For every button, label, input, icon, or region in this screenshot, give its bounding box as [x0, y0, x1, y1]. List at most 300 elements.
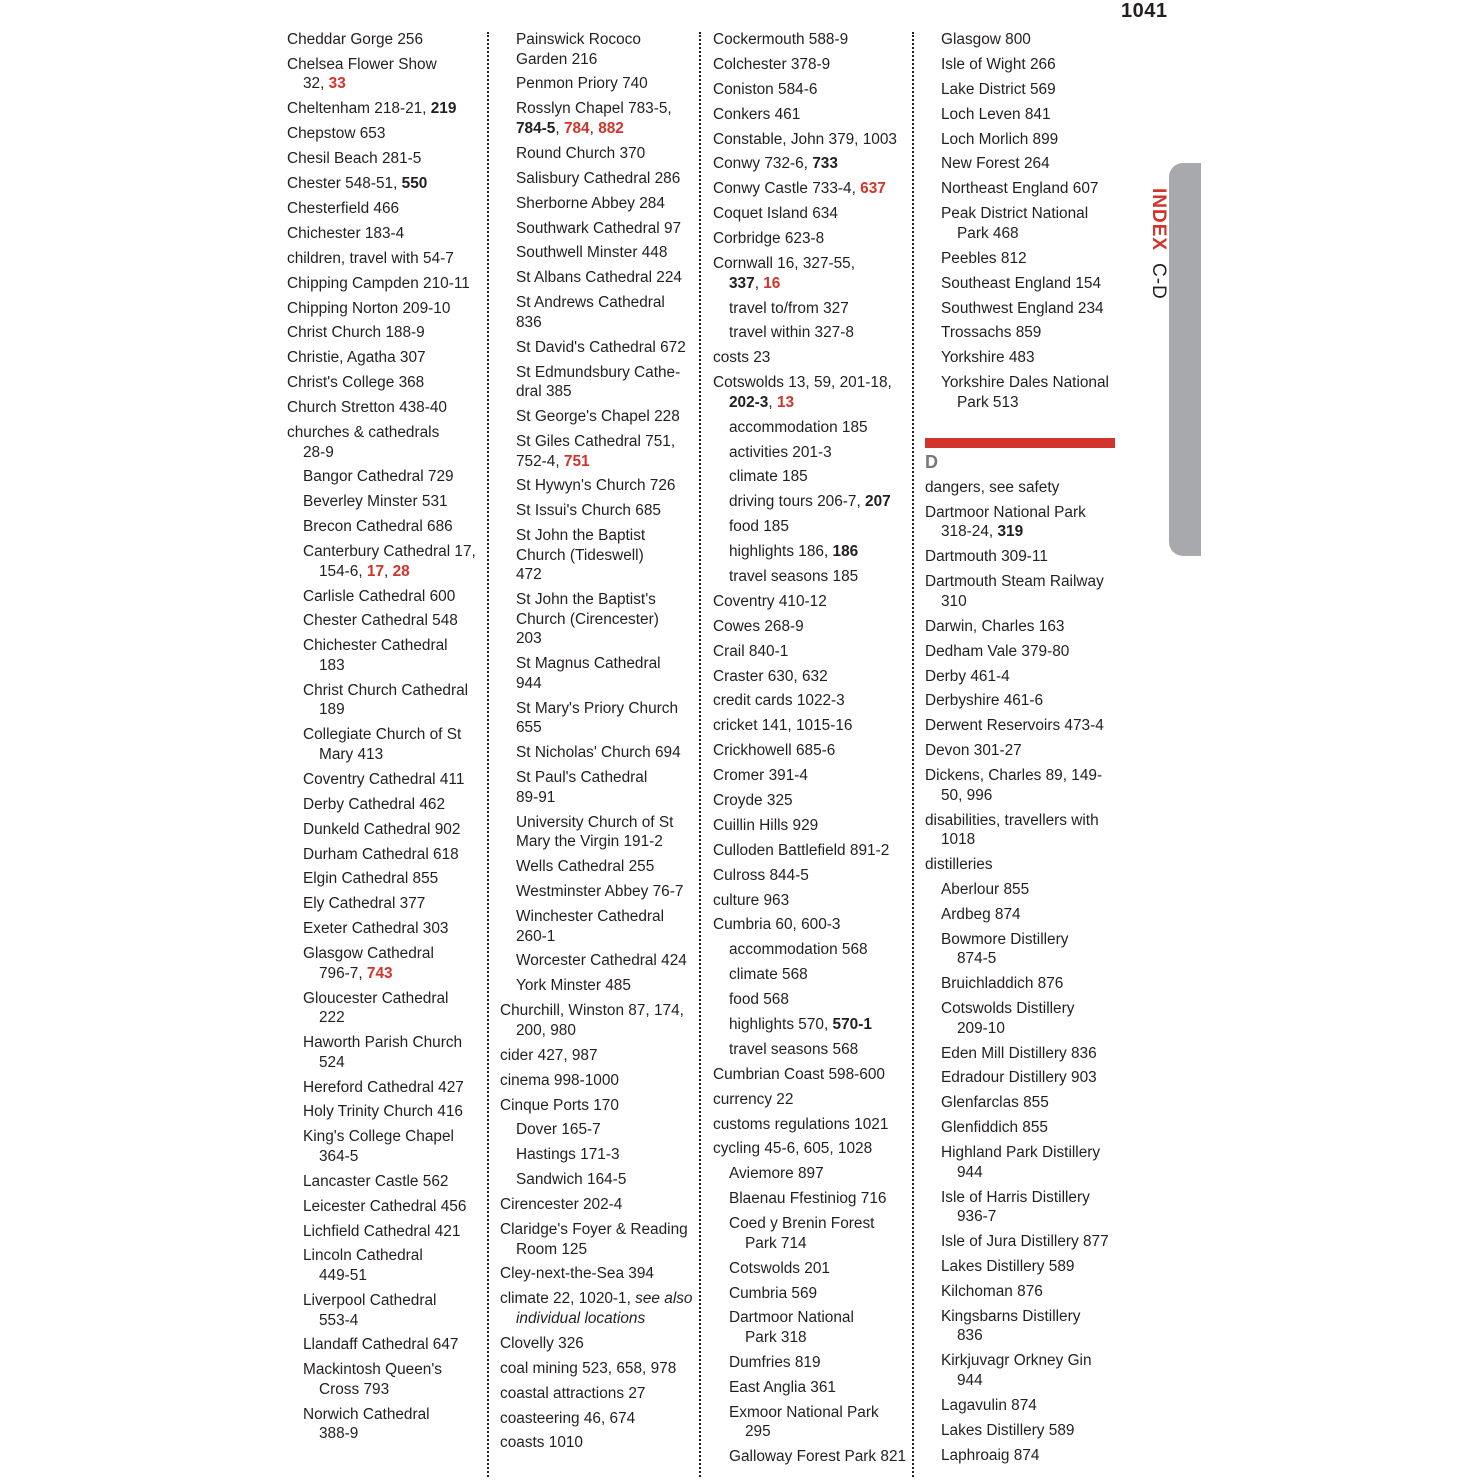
index-entry: [713, 1189, 905, 1209]
index-entry: [925, 547, 1120, 567]
index-entry: [287, 323, 477, 343]
entry-text: coasteering 46, 674: [500, 1409, 636, 1427]
entry-text: Cockermouth 588-9: [713, 31, 849, 48]
section-letter-heading: D: [925, 452, 938, 472]
entry-text: Norwich Cathedral: [303, 1405, 430, 1423]
entry-text: Glasgow Cathedral: [303, 945, 434, 963]
index-entry: [925, 130, 1120, 150]
entry-text: highlights 570,: [729, 1016, 833, 1034]
index-entry: [287, 919, 477, 939]
entry-text: children, travel with 54-7: [287, 249, 454, 267]
entry-text: Hastings 171-3: [516, 1146, 620, 1164]
entry-text: ,: [555, 119, 564, 137]
entry-text: Cheltenham 218-21,: [287, 100, 431, 118]
entry-text: Peak District National: [941, 205, 1089, 223]
index-entry: [287, 989, 477, 1009]
bold-page-ref: 319: [997, 523, 1024, 541]
index-entry: [925, 999, 1120, 1019]
index-entry: [500, 1001, 695, 1021]
entry-text: Mary the Virgin 191-2: [516, 833, 663, 851]
index-entry: [925, 1207, 1120, 1227]
column-divider: [487, 32, 489, 1477]
index-entry: [500, 1021, 695, 1041]
index-entry: [713, 1308, 905, 1328]
index-entry: [287, 1078, 477, 1098]
index-entry: [287, 1008, 477, 1028]
index-entry: [287, 492, 477, 512]
entry-text: 295: [745, 1423, 771, 1441]
index-entry: [925, 1093, 1120, 1113]
entry-text: 388-9: [319, 1425, 359, 1443]
entry-text: Cley-next-the-Sea 394: [500, 1265, 654, 1283]
index-entry: [287, 1266, 477, 1286]
entry-text: Chesil Beach 281-5: [287, 150, 422, 168]
bold-page-ref: 207: [865, 493, 891, 511]
index-entry: [925, 905, 1120, 925]
entry-text: Brecon Cathedral 686: [303, 518, 453, 536]
index-entry: [287, 30, 477, 50]
entry-text: Park 714: [745, 1234, 807, 1252]
index-entry: [925, 766, 1120, 786]
entry-text: Painswick Rococo: [516, 31, 641, 48]
index-entry: [713, 642, 905, 662]
entry-text: Dartmoor National Park: [925, 503, 1086, 521]
entry-text: Kingsbarns Distillery: [941, 1307, 1081, 1325]
index-entry: [925, 786, 1120, 806]
index-entry: [500, 1096, 695, 1116]
entry-text: 310: [941, 592, 967, 610]
index-entry: [713, 965, 905, 985]
index-entry: [500, 452, 695, 472]
index-entry: [925, 716, 1120, 736]
index-entry: [500, 50, 695, 70]
entry-text: Lakes Distillery 589: [941, 1258, 1075, 1276]
entry-text: 260-1: [516, 927, 556, 945]
entry-text: East Anglia 361: [729, 1378, 836, 1396]
index-entry: [713, 1422, 905, 1442]
index-entry: [925, 299, 1120, 319]
index-entry: [925, 373, 1120, 393]
index-entry: [287, 587, 477, 607]
index-entry: [713, 592, 905, 612]
entry-text: climate 568: [729, 966, 808, 984]
index-entry: [713, 1259, 905, 1279]
entry-text: Devon 301-27: [925, 742, 1022, 760]
index-entry: [500, 788, 695, 808]
index-entry: [713, 1115, 905, 1135]
index-entry: [500, 219, 695, 239]
index-entry: [500, 882, 695, 902]
entry-text: Ely Cathedral 377: [303, 895, 426, 913]
entry-text: Garden 216: [516, 50, 598, 68]
entry-text: St Giles Cathedral 751,: [516, 432, 676, 450]
index-entry: [925, 1421, 1120, 1441]
index-entry: [500, 501, 695, 521]
index-tab-word: INDEX: [1148, 188, 1169, 252]
index-entry: [925, 1068, 1120, 1088]
index-entry: [500, 382, 695, 402]
index-entry: [713, 443, 905, 463]
index-entry: [925, 930, 1120, 950]
entry-text: coal mining 523, 658, 978: [500, 1359, 677, 1377]
entry-text: Mackintosh Queen's: [303, 1361, 442, 1379]
entry-text: Dartmouth Steam Railway: [925, 573, 1104, 591]
index-entry: [287, 1246, 477, 1266]
entry-text: Conwy 732-6,: [713, 155, 813, 173]
index-entry: [500, 1409, 695, 1429]
entry-text: 472: [516, 566, 542, 584]
entry-text: Loch Morlich 899: [941, 130, 1059, 148]
index-entry: [925, 1351, 1120, 1371]
index-entry: [287, 869, 477, 889]
index-entry: [713, 1040, 905, 1060]
entry-text: culture 963: [713, 891, 790, 909]
bold-page-ref: 784-5: [516, 119, 556, 137]
index-entry: [287, 299, 477, 319]
index-entry: [500, 857, 695, 877]
entry-text: Trossachs 859: [941, 324, 1042, 342]
entry-text: see also: [635, 1290, 693, 1308]
entry-text: St David's Cathedral 672: [516, 338, 686, 356]
entry-text: St George's Chapel 228: [516, 408, 680, 426]
entry-text: Cumbria 60, 600-3: [713, 916, 841, 934]
index-entry: [287, 1053, 477, 1073]
index-entry: [287, 467, 477, 487]
entry-text: travel seasons 568: [729, 1040, 859, 1058]
highlight-page-ref: 33: [328, 75, 346, 93]
bold-page-ref: 202-3: [729, 393, 769, 411]
index-entry: [287, 1424, 477, 1444]
entry-text: Colchester 378-9: [713, 55, 831, 73]
index-entry: [500, 927, 695, 947]
entry-text: Wells Cathedral 255: [516, 858, 655, 876]
index-entry: [287, 1405, 477, 1425]
index-entry: [713, 1234, 905, 1254]
entry-text: Dumfries 819: [729, 1353, 821, 1371]
entry-text: dangers, see safety: [925, 479, 1060, 496]
entry-text: Sandwich 164-5: [516, 1171, 627, 1189]
highlight-page-ref: 751: [563, 452, 590, 470]
entry-text: costs 23: [713, 349, 771, 367]
index-entry: [713, 841, 905, 861]
entry-text: St Magnus Cathedral: [516, 655, 661, 673]
index-column-1: [287, 30, 477, 1449]
bold-page-ref: 186: [832, 543, 859, 561]
index-entry: [287, 274, 477, 294]
entry-text: Lichfield Cathedral 421: [303, 1222, 461, 1240]
bold-page-ref: 570-1: [832, 1016, 872, 1034]
index-entry: [287, 1311, 477, 1331]
index-thumb-tab: [1169, 163, 1201, 556]
index-entry: [500, 1170, 695, 1190]
entry-text: Claridge's Foyer & Reading: [500, 1220, 688, 1238]
entry-text: Cumbria 569: [729, 1284, 818, 1302]
index-entry: [713, 891, 905, 911]
entry-text: St Albans Cathedral 224: [516, 269, 682, 287]
index-entry: [713, 254, 905, 274]
index-entry: [925, 691, 1120, 711]
entry-text: Llandaff Cathedral 647: [303, 1336, 459, 1354]
entry-text: Church (Tideswell): [516, 546, 644, 564]
entry-text: 32,: [303, 75, 329, 93]
index-tab-range: C-D: [1148, 263, 1169, 301]
index-entry: [925, 80, 1120, 100]
entry-text: 222: [319, 1009, 345, 1027]
entry-text: Round Church 370: [516, 144, 646, 162]
entry-text: 50, 996: [941, 786, 993, 804]
entry-text: climate 185: [729, 468, 808, 486]
index-entry: [713, 1065, 905, 1085]
entry-text: Blaenau Ffestiniog 716: [729, 1190, 887, 1208]
entry-text: Glenfiddich 855: [941, 1119, 1048, 1137]
index-entry: [713, 299, 905, 319]
index-entry: [925, 204, 1120, 224]
entry-text: Corbridge 623-8: [713, 230, 825, 248]
index-entry: [500, 699, 695, 719]
index-entry: [713, 179, 905, 199]
entry-text: highlights 186,: [729, 543, 833, 561]
index-entry: [500, 1384, 695, 1404]
entry-text: St Mary's Priory Church: [516, 699, 679, 717]
entry-text: Cotswolds 201: [729, 1259, 830, 1277]
bold-page-ref: 733: [812, 155, 838, 173]
index-entry: [925, 55, 1120, 75]
entry-text: York Minster 485: [516, 977, 631, 995]
index-entry: [500, 293, 695, 313]
index-entry: [500, 268, 695, 288]
index-entry: [287, 700, 477, 720]
index-entry: [500, 363, 695, 383]
index-entry: [925, 154, 1120, 174]
bold-page-ref: 219: [430, 100, 457, 118]
index-entry: [713, 130, 905, 150]
index-entry: [500, 1334, 695, 1354]
entry-text: Winchester Cathedral: [516, 907, 664, 925]
index-entry: [287, 224, 477, 244]
entry-text: Kirkjuvagr Orkney Gin: [941, 1352, 1092, 1370]
index-entry: [713, 741, 905, 761]
entry-text: disabilities, travellers with: [925, 811, 1099, 829]
entry-text: 203: [516, 630, 542, 648]
entry-text: Chichester 183-4: [287, 224, 405, 242]
index-entry: [713, 617, 905, 637]
entry-text: Culloden Battlefield 891-2: [713, 841, 890, 859]
index-column-2: [500, 30, 695, 1458]
index-entry: [500, 951, 695, 971]
entry-text: Church (Cirencester): [516, 610, 659, 628]
entry-text: Yorkshire 483: [941, 349, 1035, 367]
entry-text: Mary 413: [319, 745, 384, 763]
index-entry: [500, 407, 695, 427]
index-column-4: [925, 30, 1120, 418]
index-entry: [925, 741, 1120, 761]
index-entry: [713, 393, 905, 413]
index-entry: [500, 718, 695, 738]
entry-text: ,: [768, 393, 777, 411]
entry-text: travel within 327-8: [729, 324, 854, 342]
index-entry: [713, 55, 905, 75]
index-entry: [500, 99, 695, 119]
index-entry: [713, 1353, 905, 1373]
column-divider: [699, 32, 701, 1477]
index-entry: [713, 915, 905, 935]
index-entry: [500, 144, 695, 164]
highlight-page-ref: 17: [366, 562, 385, 580]
entry-text: Edradour Distillery 903: [941, 1069, 1097, 1087]
index-entry: [713, 1015, 905, 1035]
entry-text: Isle of Harris Distillery: [941, 1188, 1090, 1206]
entry-text: Lincoln Cathedral: [303, 1247, 423, 1265]
entry-text: St Andrews Cathedral: [516, 294, 665, 312]
entry-text: St Issui's Church 685: [516, 502, 661, 520]
index-entry: [713, 80, 905, 100]
index-entry: [500, 546, 695, 566]
entry-text: Collegiate Church of St: [303, 726, 462, 744]
index-entry: [287, 795, 477, 815]
index-entry: [713, 1403, 905, 1423]
index-column-4-section-d: [925, 478, 1120, 1470]
entry-text: University Church of St: [516, 813, 674, 831]
entry-text: Conkers 461: [713, 105, 801, 123]
entry-text: cider 427, 987: [500, 1046, 598, 1064]
index-entry: [925, 642, 1120, 662]
entry-text: cricket 141, 1015-16: [713, 717, 853, 735]
entry-text: 524: [319, 1053, 345, 1071]
entry-text: Leicester Cathedral 456: [303, 1197, 467, 1215]
index-entry: [500, 590, 695, 610]
entry-text: Haworth Parish Church: [303, 1034, 463, 1052]
entry-text: Church Stretton 438-40: [287, 399, 447, 417]
entry-text: Liverpool Cathedral: [303, 1291, 437, 1309]
index-entry: [713, 716, 905, 736]
entry-text: St Paul's Cathedral: [516, 769, 648, 787]
entry-text: Isle of Jura Distillery 877: [941, 1233, 1109, 1251]
entry-text: 183: [319, 656, 345, 674]
index-entry: [500, 1309, 695, 1329]
index-entry: [500, 243, 695, 263]
index-entry: [925, 249, 1120, 269]
index-entry: [500, 768, 695, 788]
entry-text: 154-6,: [319, 562, 367, 580]
entry-text: Cumbrian Coast 598-600: [713, 1065, 885, 1083]
entry-text: Constable, John 379, 1003: [713, 130, 897, 148]
index-entry: [713, 418, 905, 438]
index-entry: [713, 1328, 905, 1348]
index-entry: [500, 1264, 695, 1284]
entry-text: 28-9: [303, 443, 334, 461]
entry-text: Dover 165-7: [516, 1121, 601, 1139]
entry-text: 200, 980: [516, 1021, 576, 1039]
index-entry: [713, 866, 905, 886]
index-entry: [287, 611, 477, 631]
entry-text: Glasgow 800: [941, 31, 1031, 48]
entry-text: Gloucester Cathedral: [303, 989, 449, 1007]
entry-text: Aberlour 855: [941, 880, 1030, 898]
index-entry: [287, 1197, 477, 1217]
entry-text: Lagavulin 874: [941, 1396, 1037, 1414]
entry-text: Cuillin Hills 929: [713, 816, 819, 834]
entry-text: Dickens, Charles 89, 149-: [925, 767, 1103, 785]
index-entry: [500, 1071, 695, 1091]
index-entry: [925, 1282, 1120, 1302]
page-number: 1041: [1121, 0, 1168, 22]
entry-text: Cotswolds 13, 59, 201-18,: [713, 374, 892, 392]
entry-text: 209-10: [957, 1019, 1005, 1037]
index-tab-label: [1147, 188, 1169, 300]
entry-text: Chipping Campden 210-11: [287, 274, 470, 292]
index-entry: [713, 940, 905, 960]
index-entry: [925, 393, 1120, 413]
index-entry: [925, 478, 1120, 498]
entry-text: 655: [516, 719, 542, 737]
entry-text: Rosslyn Chapel 783-5,: [516, 100, 672, 118]
index-entry: [500, 1240, 695, 1260]
index-entry: [500, 432, 695, 452]
index-entry: [925, 572, 1120, 592]
index-entry: [713, 667, 905, 687]
index-entry: [500, 1433, 695, 1453]
index-entry: [925, 503, 1120, 523]
index-entry: [287, 74, 477, 94]
entry-text: customs regulations 1021: [713, 1115, 889, 1133]
entry-text: coastal attractions 27: [500, 1384, 646, 1402]
entry-text: Derbyshire 461-6: [925, 692, 1044, 710]
index-entry: [713, 1378, 905, 1398]
index-entry: [713, 467, 905, 487]
index-entry: [925, 1019, 1120, 1039]
entry-text: Derby Cathedral 462: [303, 795, 446, 813]
index-entry: [925, 1396, 1120, 1416]
entry-text: churches & cathedrals: [287, 423, 440, 441]
index-entry: [713, 492, 905, 512]
index-entry: [925, 105, 1120, 125]
entry-text: food 568: [729, 991, 789, 1009]
entry-text: Cross 793: [319, 1380, 390, 1398]
index-entry: [287, 1335, 477, 1355]
index-entry: [500, 1289, 695, 1309]
index-entry: [500, 1220, 695, 1240]
entry-text: St Hywyn's Church 726: [516, 477, 676, 495]
entry-text: St John the Baptist's: [516, 591, 656, 609]
entry-text: 796-7,: [319, 964, 367, 982]
entry-text: Cornwall 16, 327-55,: [713, 255, 856, 273]
entry-text: Durham Cathedral 618: [303, 845, 459, 863]
index-entry: [713, 816, 905, 836]
entry-text: Southwark Cathedral 97: [516, 219, 682, 237]
entry-text: Cromer 391-4: [713, 767, 808, 785]
entry-text: Coquet Island 634: [713, 205, 838, 223]
entry-text: 836: [516, 313, 542, 331]
entry-text: Bruichladdich 876: [941, 975, 1064, 993]
entry-text: Churchill, Winston 87, 174,: [500, 1002, 684, 1020]
entry-text: 1018: [941, 831, 976, 849]
entry-text: distilleries: [925, 856, 993, 874]
entry-text: Kilchoman 876: [941, 1282, 1043, 1300]
index-entry: [287, 398, 477, 418]
entry-text: Dedham Vale 379-80: [925, 642, 1070, 660]
entry-text: climate 22, 1020-1,: [500, 1290, 636, 1308]
entry-text: 944: [516, 674, 542, 692]
index-entry: [713, 542, 905, 562]
entry-text: Southwest England 234: [941, 299, 1104, 317]
index-entry: [925, 522, 1120, 542]
entry-text: ,: [384, 562, 393, 580]
entry-text: Christ's College 368: [287, 374, 425, 392]
index-entry: [500, 610, 695, 630]
index-entry: [287, 124, 477, 144]
entry-text: Exeter Cathedral 303: [303, 920, 449, 938]
entry-text: New Forest 264: [941, 155, 1050, 173]
